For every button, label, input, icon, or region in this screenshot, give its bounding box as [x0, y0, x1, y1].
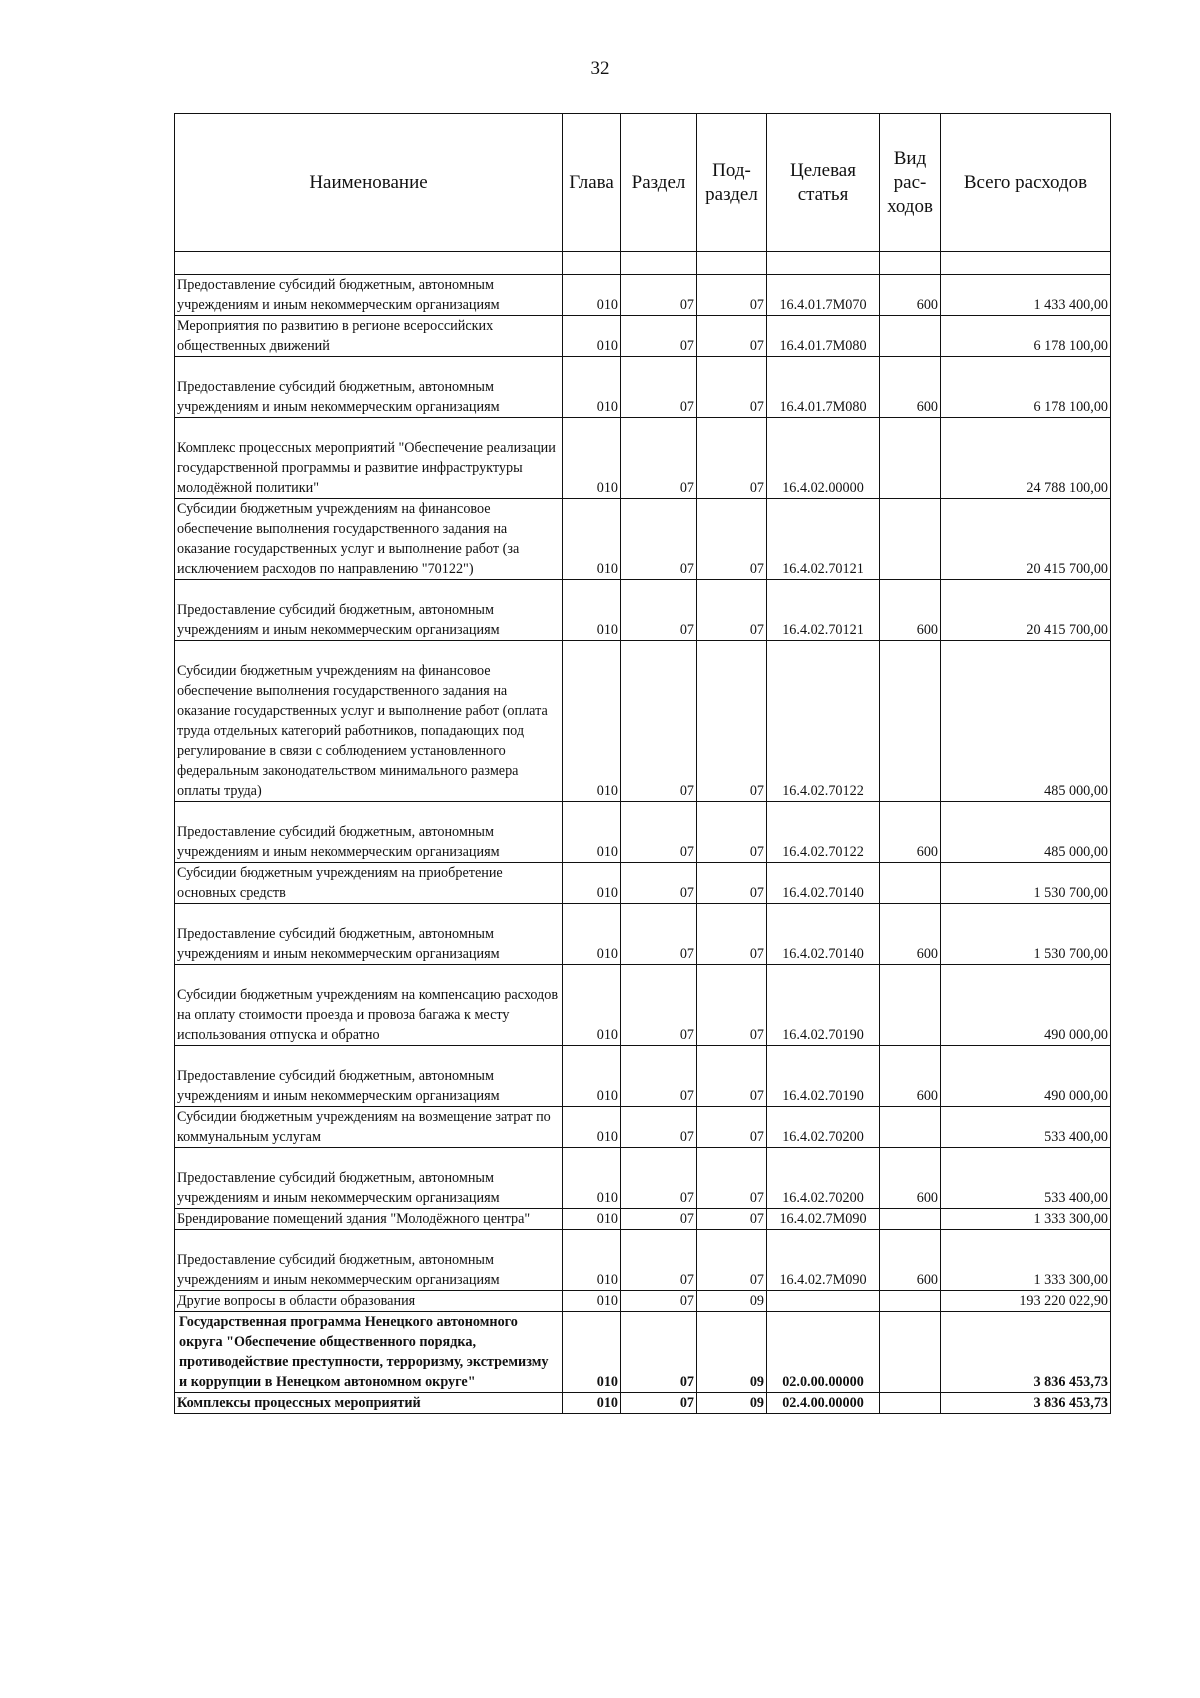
header-name: Наименование: [175, 114, 563, 252]
gap-cell: [767, 252, 880, 275]
cell-total: 485 000,00: [941, 641, 1111, 802]
cell-glava: 010: [563, 580, 621, 641]
table-row: [175, 641, 1111, 802]
cell-statya: 16.4.02.70122: [767, 802, 880, 863]
cell-podrazdel: 07: [697, 1148, 767, 1209]
gap-cell: [697, 252, 767, 275]
cell-total: 485 000,00: [941, 802, 1111, 863]
cell-name: Комплексы процессных мероприятий: [175, 1393, 563, 1414]
cell-name: Государственная программа Ненецкого автономного округа "Обеспечение общественного порядка, противодействие преступности, терроризму, экстремизму и коррупции в Ненецком автономном округе": [175, 1312, 563, 1393]
cell-podrazdel: 07: [697, 863, 767, 904]
cell-glava: 010: [563, 863, 621, 904]
table-row: [175, 802, 1111, 863]
table-header-row: [175, 114, 1111, 252]
header-vid-line3: ходов: [887, 195, 933, 217]
gap-cell: [941, 252, 1111, 275]
cell-vid: 600: [880, 580, 941, 641]
cell-name-text: Комплекс процессных мероприятий "Обеспечение реализации государственной программы и развитие инфраструктуры молодёжной политики": [177, 440, 556, 496]
cell-total: 1 530 700,00: [941, 863, 1111, 904]
cell-name: [175, 1148, 563, 1209]
cell-vid: 600: [880, 275, 941, 316]
cell-name-text: Предоставление субсидий бюджетным, автономным учреждениям и иным некоммерческим организациям: [177, 1252, 500, 1288]
cell-total: 1 333 300,00: [941, 1209, 1111, 1230]
header-podrazdel: [697, 114, 767, 252]
cell-statya: 16.4.02.7М090: [767, 1209, 880, 1230]
cell-name-text: Субсидии бюджетным учреждениям на финансовое обеспечение выполнения государственного задания на оказание государственных услуг и выполнение работ (оплата труда отдельных категорий работников, попадающих под регулирование в связи с соблюдением установленного федеральным законодательством минимального размера оплаты труда): [177, 663, 548, 799]
cell-name-text: Предоставление субсидий бюджетным, автономным учреждениям и иным некоммерческим организациям: [177, 1068, 500, 1104]
cell-razdel: 07: [621, 1291, 697, 1312]
cell-razdel: 07: [621, 275, 697, 316]
cell-podrazdel: 07: [697, 1046, 767, 1107]
cell-razdel: 07: [621, 965, 697, 1046]
gap-cell: [621, 252, 697, 275]
header-vid: [880, 114, 941, 252]
cell-name: Другие вопросы в области образования: [175, 1291, 563, 1312]
cell-glava: 010: [563, 802, 621, 863]
cell-vid: [880, 1107, 941, 1148]
cell-statya: [767, 1291, 880, 1312]
cell-podrazdel: 07: [697, 802, 767, 863]
header-glava: Глава: [563, 114, 621, 252]
cell-total: 490 000,00: [941, 1046, 1111, 1107]
cell-total: 3 836 453,73: [941, 1312, 1111, 1393]
cell-glava: 010: [563, 1148, 621, 1209]
table-row: [175, 357, 1111, 418]
cell-name: [175, 802, 563, 863]
table-row: [175, 275, 1111, 316]
cell-vid: [880, 1209, 941, 1230]
cell-razdel: 07: [621, 904, 697, 965]
cell-name: [175, 1230, 563, 1291]
cell-podrazdel: 07: [697, 418, 767, 499]
cell-vid: [880, 965, 941, 1046]
cell-statya: 16.4.02.70121: [767, 580, 880, 641]
cell-razdel: 07: [621, 641, 697, 802]
cell-glava: 010: [563, 275, 621, 316]
cell-razdel: 07: [621, 863, 697, 904]
cell-total: 3 836 453,73: [941, 1393, 1111, 1414]
table-row: [175, 863, 1111, 904]
cell-glava: 010: [563, 418, 621, 499]
cell-total: 1 333 300,00: [941, 1230, 1111, 1291]
cell-razdel: 07: [621, 1107, 697, 1148]
cell-statya: 16.4.01.7М080: [767, 316, 880, 357]
cell-statya: 16.4.02.70122: [767, 641, 880, 802]
cell-total: 1 433 400,00: [941, 275, 1111, 316]
table-row: [175, 965, 1111, 1046]
cell-name: Предоставление субсидий бюджетным, автономным учреждениям и иным некоммерческим организациям: [175, 275, 563, 316]
cell-glava: 010: [563, 316, 621, 357]
header-statya-line1: Целевая: [790, 159, 856, 181]
cell-name-text: Предоставление субсидий бюджетным, автономным учреждениям и иным некоммерческим организациям: [177, 1170, 500, 1206]
cell-vid: [880, 1291, 941, 1312]
cell-razdel: 07: [621, 1393, 697, 1414]
cell-podrazdel: 07: [697, 1209, 767, 1230]
cell-podrazdel: 07: [697, 1230, 767, 1291]
page-number: 32: [590, 58, 610, 79]
table-row-complex: [175, 1393, 1111, 1414]
cell-podrazdel: 07: [697, 641, 767, 802]
table-row: [175, 1291, 1111, 1312]
cell-glava: 010: [563, 904, 621, 965]
cell-vid: [880, 641, 941, 802]
header-statya-line2: статья: [797, 183, 849, 205]
table-row: [175, 316, 1111, 357]
cell-podrazdel: 07: [697, 965, 767, 1046]
cell-name-text: Предоставление субсидий бюджетным, автономным учреждениям и иным некоммерческим организациям: [177, 379, 500, 415]
cell-razdel: 07: [621, 1209, 697, 1230]
cell-vid: 600: [880, 1230, 941, 1291]
cell-razdel: 07: [621, 499, 697, 580]
cell-glava: 010: [563, 965, 621, 1046]
header-statya: [767, 114, 880, 252]
cell-statya: 16.4.01.7М080: [767, 357, 880, 418]
cell-razdel: 07: [621, 1230, 697, 1291]
cell-razdel: 07: [621, 580, 697, 641]
cell-name: [175, 965, 563, 1046]
cell-podrazdel: 07: [697, 580, 767, 641]
cell-razdel: 07: [621, 418, 697, 499]
cell-name-text: Предоставление субсидий бюджетным, автономным учреждениям и иным некоммерческим организациям: [177, 824, 500, 860]
table-row: [175, 418, 1111, 499]
table-row: [175, 580, 1111, 641]
cell-statya: 02.0.00.00000: [767, 1312, 880, 1393]
cell-podrazdel: 09: [697, 1312, 767, 1393]
cell-statya: 16.4.02.7М090: [767, 1230, 880, 1291]
cell-glava: 010: [563, 641, 621, 802]
cell-vid: [880, 418, 941, 499]
cell-vid: 600: [880, 904, 941, 965]
cell-name-text: Предоставление субсидий бюджетным, автономным учреждениям и иным некоммерческим организациям: [177, 602, 500, 638]
table-row: [175, 1209, 1111, 1230]
table-row: [175, 1107, 1111, 1148]
cell-name: [175, 580, 563, 641]
table-row: [175, 904, 1111, 965]
table-row: [175, 1046, 1111, 1107]
cell-vid: 600: [880, 1046, 941, 1107]
cell-glava: 010: [563, 1046, 621, 1107]
cell-vid: [880, 499, 941, 580]
cell-razdel: 07: [621, 802, 697, 863]
cell-total: 193 220 022,90: [941, 1291, 1111, 1312]
cell-vid: [880, 863, 941, 904]
gap-cell: [563, 252, 621, 275]
cell-glava: 010: [563, 499, 621, 580]
cell-total: 490 000,00: [941, 965, 1111, 1046]
cell-total: 533 400,00: [941, 1148, 1111, 1209]
header-podrazdel-line1: Под-: [712, 159, 751, 181]
gap-cell: [880, 252, 941, 275]
cell-podrazdel: 07: [697, 904, 767, 965]
cell-glava: 010: [563, 1107, 621, 1148]
cell-total: 1 530 700,00: [941, 904, 1111, 965]
cell-name: [175, 641, 563, 802]
cell-podrazdel: 07: [697, 275, 767, 316]
cell-name: Субсидии бюджетным учреждениям на возмещение затрат по коммунальным услугам: [175, 1107, 563, 1148]
header-razdel: Раздел: [621, 114, 697, 252]
budget-table: [174, 113, 1111, 1414]
cell-statya: 16.4.02.70200: [767, 1107, 880, 1148]
cell-name: Мероприятия по развитию в регионе всероссийских общественных движений: [175, 316, 563, 357]
header-vid-line1: Вид: [893, 147, 927, 169]
table-row: [175, 1230, 1111, 1291]
cell-name: [175, 357, 563, 418]
cell-statya: 16.4.02.70140: [767, 863, 880, 904]
cell-vid: 600: [880, 1148, 941, 1209]
cell-name: Субсидии бюджетным учреждениям на финансовое обеспечение выполнения государственного задания на оказание государственных услуг и выполнение работ (за исключением расходов по направлению "70122"): [175, 499, 563, 580]
cell-razdel: 07: [621, 1312, 697, 1393]
cell-name-text: Предоставление субсидий бюджетным, автономным учреждениям и иным некоммерческим организациям: [177, 926, 500, 962]
cell-name: [175, 904, 563, 965]
cell-statya: 02.4.00.00000: [767, 1393, 880, 1414]
cell-glava: 010: [563, 1230, 621, 1291]
gap-cell: [175, 252, 563, 275]
cell-name: [175, 418, 563, 499]
cell-vid: [880, 316, 941, 357]
cell-glava: 010: [563, 357, 621, 418]
cell-total: 533 400,00: [941, 1107, 1111, 1148]
cell-total: 6 178 100,00: [941, 357, 1111, 418]
cell-glava: 010: [563, 1209, 621, 1230]
cell-podrazdel: 07: [697, 316, 767, 357]
cell-glava: 010: [563, 1393, 621, 1414]
header-podrazdel-line2: раздел: [705, 183, 758, 205]
cell-razdel: 07: [621, 1046, 697, 1107]
cell-statya: 16.4.02.70200: [767, 1148, 880, 1209]
header-vid-line2: рас-: [893, 171, 927, 193]
cell-podrazdel: 09: [697, 1291, 767, 1312]
cell-razdel: 07: [621, 316, 697, 357]
cell-razdel: 07: [621, 1148, 697, 1209]
table-row-program: [175, 1312, 1111, 1393]
cell-name-text: Субсидии бюджетным учреждениям на компенсацию расходов на оплату стоимости проезда и провоза багажа к месту использования отпуска и обратно: [177, 987, 559, 1043]
cell-statya: 16.4.01.7М070: [767, 275, 880, 316]
cell-podrazdel: 07: [697, 357, 767, 418]
cell-podrazdel: 09: [697, 1393, 767, 1414]
cell-total: 20 415 700,00: [941, 580, 1111, 641]
cell-glava: 010: [563, 1291, 621, 1312]
header-total: Всего расходов: [941, 114, 1111, 252]
cell-statya: 16.4.02.70121: [767, 499, 880, 580]
cell-vid: [880, 1393, 941, 1414]
cell-statya: 16.4.02.00000: [767, 418, 880, 499]
header-gap-row: [175, 252, 1111, 275]
cell-razdel: 07: [621, 357, 697, 418]
cell-name: [175, 1046, 563, 1107]
cell-podrazdel: 07: [697, 1107, 767, 1148]
cell-statya: 16.4.02.70140: [767, 904, 880, 965]
cell-statya: 16.4.02.70190: [767, 965, 880, 1046]
cell-vid: [880, 1312, 941, 1393]
cell-name: Субсидии бюджетным учреждениям на приобретение основных средств: [175, 863, 563, 904]
cell-podrazdel: 07: [697, 499, 767, 580]
cell-total: 20 415 700,00: [941, 499, 1111, 580]
cell-name: Брендирование помещений здания "Молодёжного центра": [175, 1209, 563, 1230]
cell-vid: 600: [880, 802, 941, 863]
table-row: [175, 499, 1111, 580]
cell-statya: 16.4.02.70190: [767, 1046, 880, 1107]
table-row: [175, 1148, 1111, 1209]
cell-total: 6 178 100,00: [941, 316, 1111, 357]
cell-vid: 600: [880, 357, 941, 418]
cell-total: 24 788 100,00: [941, 418, 1111, 499]
cell-glava: 010: [563, 1312, 621, 1393]
